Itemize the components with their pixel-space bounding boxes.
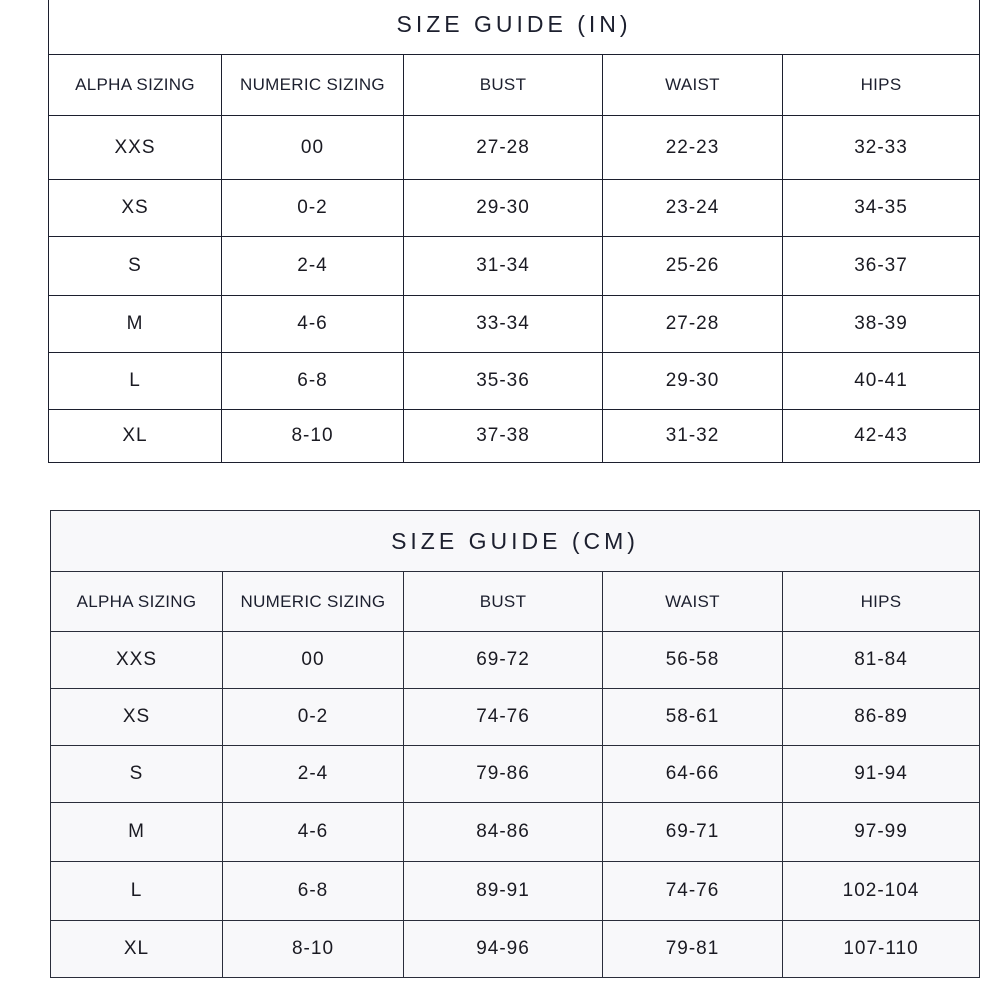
alpha-size-cell: XXS: [51, 632, 223, 689]
hips-cell: 36-37: [783, 237, 980, 296]
header-waist: WAIST: [603, 572, 783, 632]
waist-cell: 22-23: [603, 116, 783, 180]
table-row: [49, 353, 980, 410]
bust-cell: 37-38: [404, 410, 603, 463]
table-row: [49, 410, 980, 463]
table-row: [51, 632, 980, 689]
table-title: SIZE GUIDE (IN): [49, 0, 980, 55]
waist-cell: 56-58: [603, 632, 783, 689]
waist-cell: 25-26: [603, 237, 783, 296]
waist-cell: 58-61: [603, 689, 783, 746]
bust-cell: 33-34: [404, 296, 603, 353]
table-row: [51, 746, 980, 803]
waist-cell: 31-32: [603, 410, 783, 463]
hips-cell: 40-41: [783, 353, 980, 410]
bust-cell: 84-86: [404, 803, 603, 862]
bust-cell: 89-91: [404, 862, 603, 921]
numeric-size-cell: 00: [222, 116, 404, 180]
alpha-size-cell: S: [51, 746, 223, 803]
waist-cell: 64-66: [603, 746, 783, 803]
hips-cell: 91-94: [783, 746, 980, 803]
alpha-size-cell: XL: [49, 410, 222, 463]
alpha-size-cell: XXS: [49, 116, 222, 180]
alpha-size-cell: L: [51, 862, 223, 921]
numeric-size-cell: 2-4: [223, 746, 404, 803]
header-bust: BUST: [404, 572, 603, 632]
numeric-size-cell: 2-4: [222, 237, 404, 296]
hips-cell: 38-39: [783, 296, 980, 353]
waist-cell: 74-76: [603, 862, 783, 921]
waist-cell: 69-71: [603, 803, 783, 862]
waist-cell: 27-28: [603, 296, 783, 353]
numeric-size-cell: 4-6: [222, 296, 404, 353]
header-alpha-sizing: ALPHA SIZING: [51, 572, 223, 632]
bust-cell: 31-34: [404, 237, 603, 296]
numeric-size-cell: 8-10: [222, 410, 404, 463]
bust-cell: 27-28: [404, 116, 603, 180]
numeric-size-cell: 0-2: [223, 689, 404, 746]
table-row: [51, 921, 980, 978]
hips-cell: 86-89: [783, 689, 980, 746]
hips-cell: 97-99: [783, 803, 980, 862]
header-numeric-sizing: NUMERIC SIZING: [223, 572, 404, 632]
numeric-size-cell: 6-8: [222, 353, 404, 410]
header-numeric-sizing: NUMERIC SIZING: [222, 55, 404, 116]
table-row: [51, 862, 980, 921]
alpha-size-cell: XL: [51, 921, 223, 978]
size-guide-centimeters-table: [50, 510, 980, 978]
hips-cell: 102-104: [783, 862, 980, 921]
header-waist: WAIST: [603, 55, 783, 116]
table-row: [49, 180, 980, 237]
size-guide-inches-table: [48, 0, 980, 463]
numeric-size-cell: 4-6: [223, 803, 404, 862]
hips-cell: 32-33: [783, 116, 980, 180]
numeric-size-cell: 0-2: [222, 180, 404, 237]
bust-cell: 74-76: [404, 689, 603, 746]
alpha-size-cell: M: [49, 296, 222, 353]
alpha-size-cell: M: [51, 803, 223, 862]
table-title: SIZE GUIDE (CM): [51, 511, 980, 572]
header-hips: HIPS: [783, 572, 980, 632]
table-row: [49, 237, 980, 296]
header-hips: HIPS: [783, 55, 980, 116]
alpha-size-cell: XS: [49, 180, 222, 237]
alpha-size-cell: S: [49, 237, 222, 296]
numeric-size-cell: 00: [223, 632, 404, 689]
table-row: [51, 689, 980, 746]
waist-cell: 79-81: [603, 921, 783, 978]
hips-cell: 81-84: [783, 632, 980, 689]
waist-cell: 29-30: [603, 353, 783, 410]
numeric-size-cell: 6-8: [223, 862, 404, 921]
numeric-size-cell: 8-10: [223, 921, 404, 978]
alpha-size-cell: XS: [51, 689, 223, 746]
bust-cell: 79-86: [404, 746, 603, 803]
table-row: [51, 803, 980, 862]
hips-cell: 42-43: [783, 410, 980, 463]
bust-cell: 69-72: [404, 632, 603, 689]
table-row: [49, 296, 980, 353]
header-bust: BUST: [404, 55, 603, 116]
bust-cell: 29-30: [404, 180, 603, 237]
bust-cell: 35-36: [404, 353, 603, 410]
bust-cell: 94-96: [404, 921, 603, 978]
waist-cell: 23-24: [603, 180, 783, 237]
alpha-size-cell: L: [49, 353, 222, 410]
hips-cell: 34-35: [783, 180, 980, 237]
table-row: [49, 116, 980, 180]
header-alpha-sizing: ALPHA SIZING: [49, 55, 222, 116]
hips-cell: 107-110: [783, 921, 980, 978]
